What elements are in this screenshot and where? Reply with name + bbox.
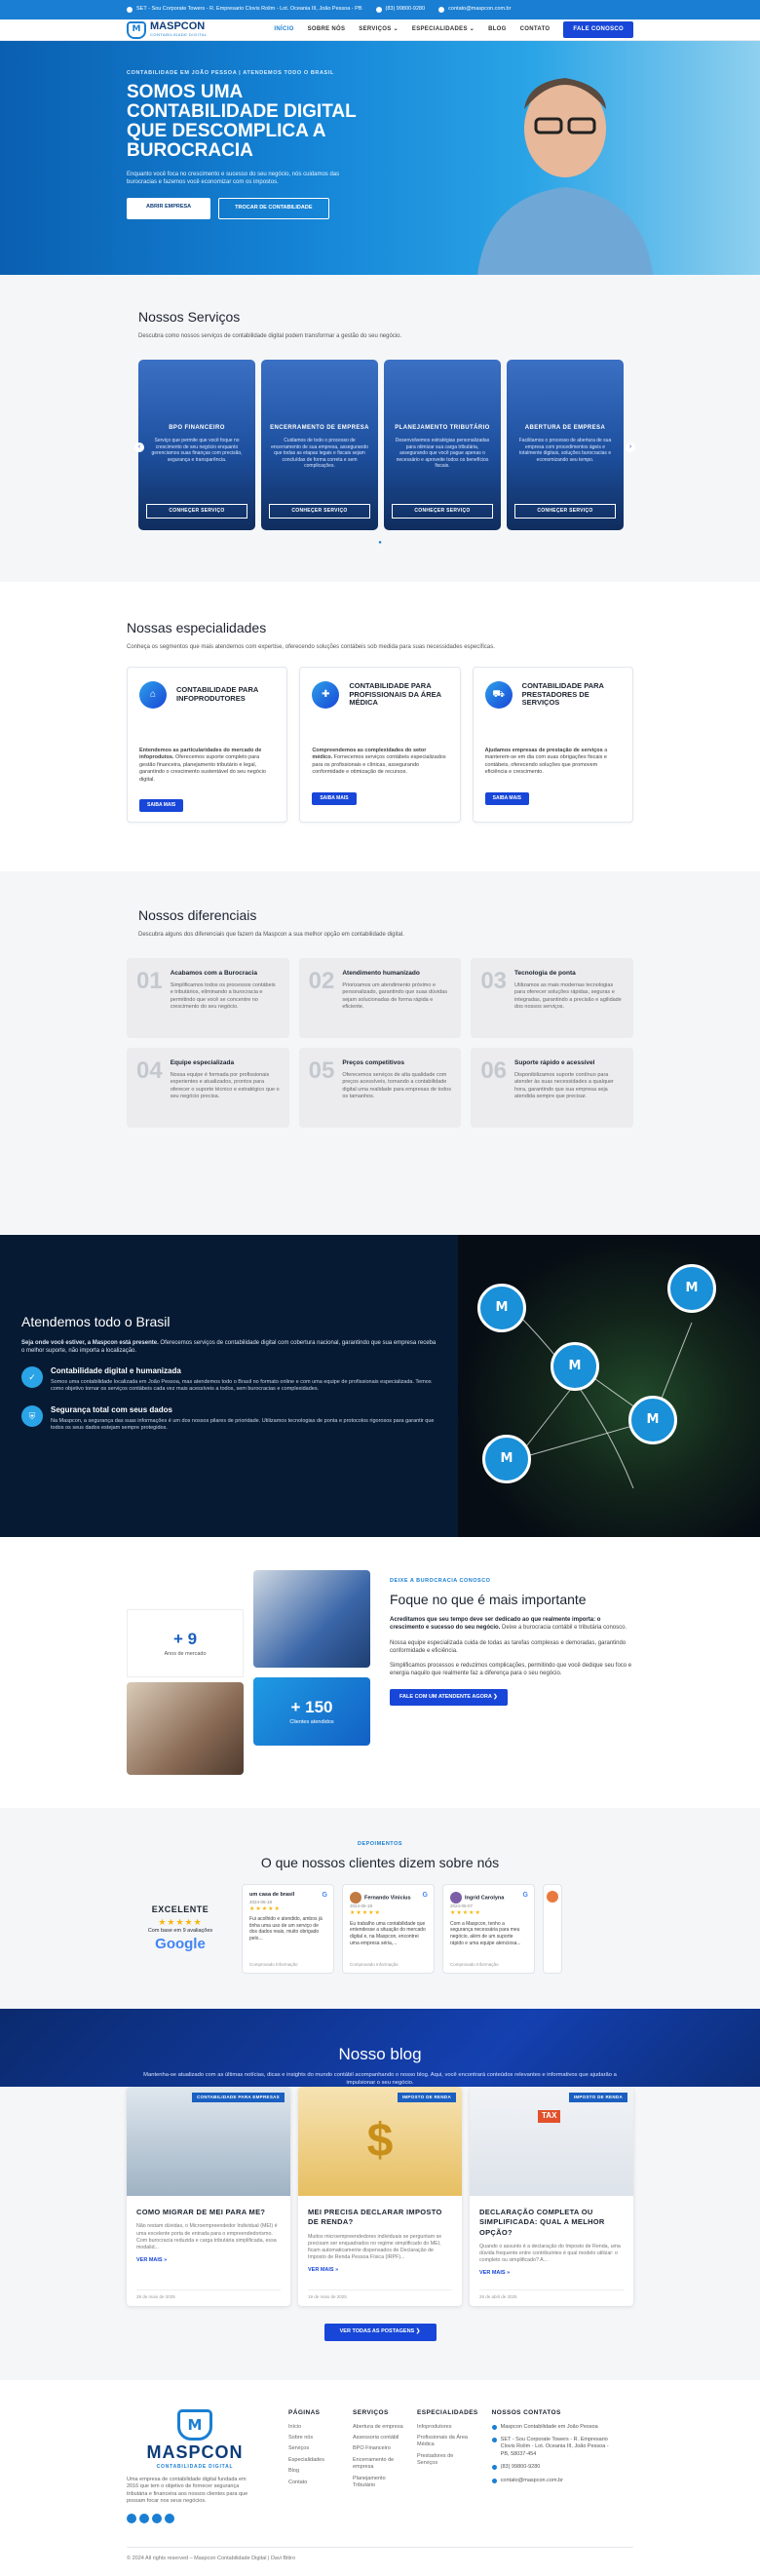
differential-card: 06 Suporte rápido e acessível Disponibilizamos suporte contínuo para atender às suas necessidades a qualquer hora, garantindo que sua empresa seja atendida sempre que precisar. bbox=[471, 1048, 633, 1128]
hero-eyebrow: CONTABILIDADE EM JOÃO PESSOA | ATENDEMOS TODO O BRASIL bbox=[127, 70, 334, 76]
brasil-title: Atendemos todo o Brasil bbox=[21, 1314, 171, 1330]
office-photo bbox=[253, 1570, 370, 1668]
read-more-link[interactable]: VER MAIS » bbox=[136, 2257, 168, 2264]
google-logo: Google bbox=[155, 1936, 206, 1953]
carousel-next-icon[interactable]: › bbox=[626, 442, 635, 452]
review-card[interactable]: G Ingrid Carolyna 2024-06-07 ★★★★★ Com a Maspcon, tenho a segurança necessária para meu negócio, além de um suporte rápido e uma equipe atenciosa... Comprovado Informação bbox=[442, 1884, 535, 1974]
nav-item-inicio[interactable]: INÍCIO bbox=[274, 26, 294, 33]
google-icon: G bbox=[522, 1892, 528, 1900]
services-subtitle: Descubra como nossos serviços de contabilidade digital podem transformar a gestão do seu negócio. bbox=[138, 332, 402, 339]
stat-years: + 9 Anos de mercado bbox=[127, 1609, 244, 1677]
blog-post-card[interactable]: $ IMPOSTO DE RENDA MEI PRECISA DECLARAR IMPOSTO DE RENDA? Muitos microempreendedores individuais se perguntam se precisam ser enquadrados no regime simplificado do MEI, ficam automaticamente dispensados de Declaração de Imposto de Renda Pessoa Física (IRPF)... VER MAIS » 19 de maio de 2025 bbox=[298, 2087, 462, 2306]
topbar-address[interactable]: SET - Sou Corporate Towers - R. Empresario Clovis Rolim - Lot. Oceania III, João Pessoa - PB bbox=[127, 6, 362, 13]
specialties-title: Nossas especialidades bbox=[127, 620, 267, 636]
phone-icon bbox=[376, 7, 382, 13]
abrir-empresa-button[interactable]: ABRIR EMPRESA bbox=[127, 198, 210, 218]
feature-item: ⛨ Segurança total com seus dados Na Maspcon, a segurança das suas informações é um dos nossos pilares de prioridade. Utilizamos tecnologias de ponta e protocolos rigorosos para garantir que todos os seus dados estejam sempre protegidos. bbox=[21, 1405, 437, 1433]
hero-title: SOMOS UMA CONTABILIDADE DIGITAL QUE DESCOMPLICA A BUROCRACIA bbox=[127, 82, 357, 162]
map-pin-icon: M bbox=[667, 1264, 716, 1313]
brasil-section: Atendemos todo o Brasil Seja onde você estiver, a Maspcon está presente. Oferecemos serviços de contabilidade digital com cobertura nacional, garantindo que sua empresa receba o melhor suporte, não importa a localização. ✓ Contabilidade digital e humanizada Somos uma contabilidade localizada em João Pessoa, mas atendemos todo o Brasil no formato online e com uma equipe de profissionais especializada. Temos como objetivo tornar os serviços contábeis cada vez mais acessíveis a todos, sem burocracias e complexidades. ⛨ Segurança total com seus dados Na Maspcon, a segurança das suas informações é um dos nossos pilares de prioridade. Utilizamos tecnologias de ponta e protocolos rigorosos para garantir que todos os seus dados estejam sempre protegidos. M M M M M bbox=[0, 1235, 760, 1537]
service-card: BPO FINANCEIRO Serviço que permite que você foque no crescimento de seu negócio enquanto gerenciamos suas finanças com precisão, segurança e transparência. CONHEÇER SERVIÇO bbox=[138, 360, 255, 530]
specialty-card: ✚ CONTABILIDADE PARA PROFISSIONAIS DA ÁREA MÉDICA Compreendemos as complexidades do setor médico. Fornecemos serviços contábeis especializados para os profissionais e clínicas, assegurando conformidade e otimização de recursos. SAIBA MAIS bbox=[299, 667, 460, 823]
google-rating-badge: EXCELENTE ★★★★★ Com base em 9 avaliações Google bbox=[127, 1903, 234, 1954]
copyright: © 2024 All rights reserved – Maspcon Contabilidade Digital | Davi Bitiro bbox=[127, 2547, 633, 2562]
carousel-prev-icon[interactable]: ‹ bbox=[134, 442, 144, 452]
mail-icon bbox=[438, 7, 444, 13]
nav-item-especialidades[interactable]: ESPECIALIDADES ⌄ bbox=[411, 26, 475, 33]
differentials-title: Nossos diferenciais bbox=[138, 907, 257, 924]
youtube-icon[interactable] bbox=[152, 2514, 162, 2523]
google-icon: G bbox=[322, 1892, 327, 1900]
differential-card: 04 Equipe especializada Nossa equipe é formada por profissionais experientes e atualizados, prontos para oferecer o suporte técnico e estratégico que o seu negócio precisa. bbox=[127, 1048, 289, 1128]
main-nav bbox=[0, 19, 760, 41]
footer-pages: PÁGINAS Início Sobre nós Serviços Especialidades Blog Contato bbox=[288, 2408, 324, 2485]
chevron-down-icon: ⌄ bbox=[469, 26, 475, 33]
google-icon: G bbox=[422, 1892, 428, 1900]
specialty-card: ⛟ CONTABILIDADE PARA PRESTADORES DE SERVIÇOS Ajudamos empresas de prestação de serviços a manterem-se em dia com suas obrigações fiscais e contábeis, oferecendo soluções que promovem eficiência e crescimento. SAIBA MAIS bbox=[473, 667, 633, 823]
saiba-mais-button[interactable]: SAIBA MAIS bbox=[312, 792, 356, 805]
testimonials-title: O que nossos clientes dizem sobre nós bbox=[260, 1855, 500, 1871]
chevron-down-icon: ⌄ bbox=[393, 26, 399, 33]
service-button[interactable]: CONHEÇER SERVIÇO bbox=[392, 504, 493, 519]
services-section bbox=[0, 275, 760, 582]
footer-services: SERVIÇOS Abertura de empresa Assessoria contábil BPO Financeiro Encerramento de empresa Planejamento Tributário bbox=[353, 2408, 403, 2489]
footer bbox=[0, 2380, 760, 2576]
blog-section bbox=[0, 2087, 760, 2379]
differential-card: 05 Preços competitivos Oferecemos serviços de alta qualidade com preços acessíveis, tornando a contabilidade digital uma realidade para empresas de todos os tamanhos. bbox=[299, 1048, 462, 1128]
testimonials-section: DEPOIMENTOS O que nossos clientes dizem sobre nós EXCELENTE ★★★★★ Com base em 9 avaliações Google G um casa de brasil 2024-06-18 ★★★★★ Fui acolhido e atendido, ambos já tinha uma uso de um serviço de dos dados reais, muito obrigado pelo... Comprovado Informação G Fernando Vinicius 2024-06-18 ★★★★★ Eu trabalho uma contabilidade que entendesse a situação do mercado digital e, na Maspcon, encontrei uma empresa séria,... Comprovado Informação G Ingrid Carolyna 2024-06-07 ★★★★★ Com a Maspcon, tenho a segurança necessária para meu negócio, além de um suporte rápido e uma equipe atenciosa... Comprovado Informação bbox=[0, 1808, 760, 2009]
avatar bbox=[450, 1892, 462, 1903]
phone-icon bbox=[492, 2465, 497, 2470]
specialties-section bbox=[0, 582, 760, 871]
map-icon bbox=[492, 2438, 497, 2442]
linkedin-icon[interactable] bbox=[165, 2514, 174, 2523]
facebook-icon[interactable] bbox=[139, 2514, 149, 2523]
map-pin-icon: M bbox=[482, 1435, 531, 1483]
nav-item-contato[interactable]: CONTATO bbox=[519, 26, 551, 33]
check-icon: ✓ bbox=[21, 1366, 43, 1388]
differential-card: 02 Atendimento humanizado Priorizamos um atendimento próximo e personalizado, garantindo que suas dúvidas sejam solucionadas de forma rápida e eficiente. bbox=[299, 958, 462, 1038]
trocar-contabilidade-button[interactable]: TROCAR DE CONTABILIDADE bbox=[218, 198, 328, 218]
cart-icon: ⛟ bbox=[485, 681, 513, 709]
services-title: Nossos Serviços bbox=[138, 309, 241, 325]
blog-post-card[interactable]: CONTABILIDADE PARA EMPRESAS COMO MIGRAR DE MEI PARA ME? Não restam dúvidas, o Microempreendedor Individual (MEI) é uma excelente porta de entrada para o empreendedorismo. Com burocracia reduzida e carga tributária simplificada, essa modalid... VER MAIS » 28 de maio de 2025 bbox=[127, 2087, 290, 2306]
differential-card: 01 Acabamos com a Burocracia Simplificamos todos os processos contábeis e tributários, eliminando a burocracia e permitindo que você se concentre no crescimento do seu negócio. bbox=[127, 958, 289, 1038]
all-posts-button[interactable]: VER TODAS AS POSTAGENS ❯ bbox=[324, 2324, 437, 2340]
specialties-subtitle: Conheça os segmentos que mais atendemos com expertise, oferecendo soluções contábeis sob medida para suas necessidades específicas. bbox=[127, 643, 495, 650]
topbar bbox=[0, 0, 760, 19]
map-pin-icon: M bbox=[628, 1396, 677, 1444]
location-icon bbox=[127, 7, 133, 13]
avatar bbox=[547, 1891, 558, 1903]
mail-icon bbox=[492, 2479, 497, 2483]
logo-mark-icon: M bbox=[127, 21, 146, 39]
nav-item-servicos[interactable]: SERVIÇOS ⌄ bbox=[359, 26, 399, 33]
differentials-subtitle: Descubra alguns dos diferenciais que fazem da Maspcon a sua melhor opção em contabilidade digital. bbox=[138, 931, 404, 938]
read-more-link[interactable]: VER MAIS » bbox=[308, 2267, 339, 2274]
nav-item-blog[interactable]: BLOG bbox=[488, 26, 507, 33]
map-pin-icon: M bbox=[477, 1284, 526, 1332]
map-pin-icon: M bbox=[551, 1342, 599, 1391]
nav-item-sobre[interactable]: SOBRE NÓS bbox=[307, 26, 346, 33]
focus-section: + 9 Anos de mercado + 150 Clientes atendidos DEIXE A BUROCRACIA CONOSCO Foque no que é mais importante Acreditamos que seu tempo deve ser dedicado ao que realmente importa: o crescimento e sucesso do seu negócio. Deixe a burocracia contábil e tributária conosco. Nossa equipe especializada cuida de todas as tarefas complexas e demoradas, garantindo conformidade e eficiência. Simplificamos processos e reduzimos complicações, permitindo que você dedique seu foco e energia naquilo que realmente faz a diferença para o seu negócio. FALE COM UM ATENDENTE AGORA ❯ bbox=[0, 1537, 760, 1808]
post-image: CONTABILIDADE PARA EMPRESAS bbox=[127, 2087, 290, 2196]
site-logo[interactable]: M MASPCON CONTABILIDADE DIGITAL bbox=[127, 21, 208, 39]
stat-clients: + 150 Clientes atendidos bbox=[253, 1677, 370, 1746]
post-image: TAX IMPOSTO DE RENDA bbox=[470, 2087, 633, 2196]
saiba-mais-button[interactable]: SAIBA MAIS bbox=[485, 792, 529, 805]
topbar-phone[interactable]: (83) 99800-9280 bbox=[376, 6, 426, 13]
shield-icon: ⛨ bbox=[21, 1405, 43, 1427]
review-card-partial[interactable] bbox=[543, 1884, 562, 1974]
topbar-email[interactable]: contato@maspcon.com.br bbox=[438, 6, 511, 13]
footer-logo: M MASPCON CONTABILIDADE DIGITAL Uma empresa de contabilidade digital fundada em 2016 que tem o objetivo de fornecer segurança tributária e financeira aos nossos clientes para que possam focar nos seus negócios. bbox=[127, 2409, 263, 2523]
service-card: ENCERRAMENTO DE EMPRESA Cuidamos de todo o processo de encerramento de sua empresa, assegurando que todas as etapas legais e fiscais sejam concluídas de forma correta e sem complicações. CONHEÇER SERVIÇO bbox=[261, 360, 378, 530]
review-card[interactable]: G Fernando Vinicius 2024-06-18 ★★★★★ Eu trabalho uma contabilidade que entendesse a situação do mercado digital e, na Maspcon, encontrei uma empresa séria,... Comprovado Informação bbox=[342, 1884, 435, 1974]
hero-section bbox=[0, 41, 760, 275]
blog-title: Nosso blog bbox=[338, 2045, 422, 2064]
medical-icon: ✚ bbox=[312, 681, 339, 709]
specialty-card: ⌂ CONTABILIDADE PARA INFOPRODUTORES Entendemos as particularidades do mercado de infoprodutos. Oferecemos suporte completo para gestão financeira, planejamento tributário e legal, garantindo o crescimento sustentável do seu negócio digital. SAIBA MAIS bbox=[127, 667, 287, 823]
logo-mark-icon: M bbox=[177, 2409, 212, 2441]
read-more-link[interactable]: VER MAIS » bbox=[479, 2270, 511, 2277]
differentials-section bbox=[0, 871, 760, 1235]
carousel-pagination[interactable]: ● bbox=[378, 539, 382, 546]
focus-title: Foque no que é mais importante bbox=[390, 1592, 587, 1608]
service-button[interactable]: CONHEÇER SERVIÇO bbox=[269, 504, 370, 519]
instagram-icon[interactable] bbox=[127, 2514, 136, 2523]
footer-contacts: NOSSOS CONTATOS Maspcon Contabilidade em João Pessoa SET - Sou Corporate Towers - R. Empresario Clovis Rolim - Lot. Oceania III, João Pessoa - PB, 58037-454 (83) 99800-9280 contato@maspcon.com.br bbox=[491, 2408, 609, 2483]
blog-header: Nosso blog Mantenha-se atualizado com as últimas notícias, dicas e insights do mundo contábil acompanhando o nosso blog. Aqui, você encontrará conteúdos relevantes e informativos que ajudarão a impulsionar o seu negócio. bbox=[0, 2009, 760, 2145]
nav-menu bbox=[274, 21, 633, 37]
hero-person-image bbox=[458, 41, 663, 275]
brazil-map-image bbox=[458, 1235, 760, 1537]
differential-card: 03 Tecnologia de ponta Utilizamos as mais modernas tecnologias para oferecer soluções rápidas, seguras e integradas, garantindo a precisão e agilidade dos nossos serviços. bbox=[471, 958, 633, 1038]
saiba-mais-button[interactable]: SAIBA MAIS bbox=[139, 799, 183, 812]
infoproducer-icon: ⌂ bbox=[139, 681, 167, 709]
service-card: ABERTURA DE EMPRESA Facilitamos o processo de abertura de sua empresa com procedimentos ágeis e totalmente digitais, soluções burocracias e economizando seu tempo. CONHEÇER SERVIÇO bbox=[507, 360, 624, 530]
review-card[interactable]: G um casa de brasil 2024-06-18 ★★★★★ Fui acolhido e atendido, ambos já tinha uma uso de um serviço de dos dados reais, muito obrigado pelo... Comprovado Informação bbox=[242, 1884, 334, 1974]
stars-icon: ★★★★★ bbox=[158, 1916, 203, 1927]
service-card: PLANEJAMENTO TRIBUTÁRIO Desenvolvemos estratégias personalizadas para otimizar sua carga tributária, assegurando que você pague apenas o necessário e aproveite todos os benefícios fiscais. CONHEÇER SERVIÇO bbox=[384, 360, 501, 530]
service-button[interactable]: CONHEÇER SERVIÇO bbox=[514, 504, 616, 519]
fale-conosco-button[interactable]: FALE CONOSCO bbox=[563, 21, 633, 37]
avatar bbox=[350, 1892, 361, 1903]
feature-item: ✓ Contabilidade digital e humanizada Somos uma contabilidade localizada em João Pessoa, mas atendemos todo o Brasil no formato online e com uma equipe de profissionais especializada. Temos como objetivo tornar os serviços contábeis cada vez mais acessíveis a todos, sem burocracias e complexidades. bbox=[21, 1366, 437, 1394]
post-image: $ IMPOSTO DE RENDA bbox=[298, 2087, 462, 2196]
service-button[interactable]: CONHEÇER SERVIÇO bbox=[146, 504, 247, 519]
office-photo bbox=[127, 1682, 244, 1775]
footer-specialties: ESPECIALIDADES Infoprodutores Profissionais da Área Médica Prestadores de Serviços bbox=[417, 2408, 478, 2467]
blog-post-card[interactable]: TAX IMPOSTO DE RENDA DECLARAÇÃO COMPLETA OU SIMPLIFICADA: QUAL A MELHOR OPÇÃO? Quando o assunto é a declaração do Imposto de Renda, uma dúvida frequente entre contribuintes é qual modelo utilizar: o completo ou simplificado? A... VER MAIS » 28 de abril de 2025 bbox=[470, 2087, 633, 2306]
hero-text: Enquanto você foca no crescimento e sucesso do seu negócio, nós cuidamos das burocracias e fazemos você economizar com os impostos. bbox=[127, 172, 340, 186]
location-icon bbox=[492, 2425, 497, 2430]
talk-to-agent-button[interactable]: FALE COM UM ATENDENTE AGORA ❯ bbox=[390, 1689, 508, 1706]
